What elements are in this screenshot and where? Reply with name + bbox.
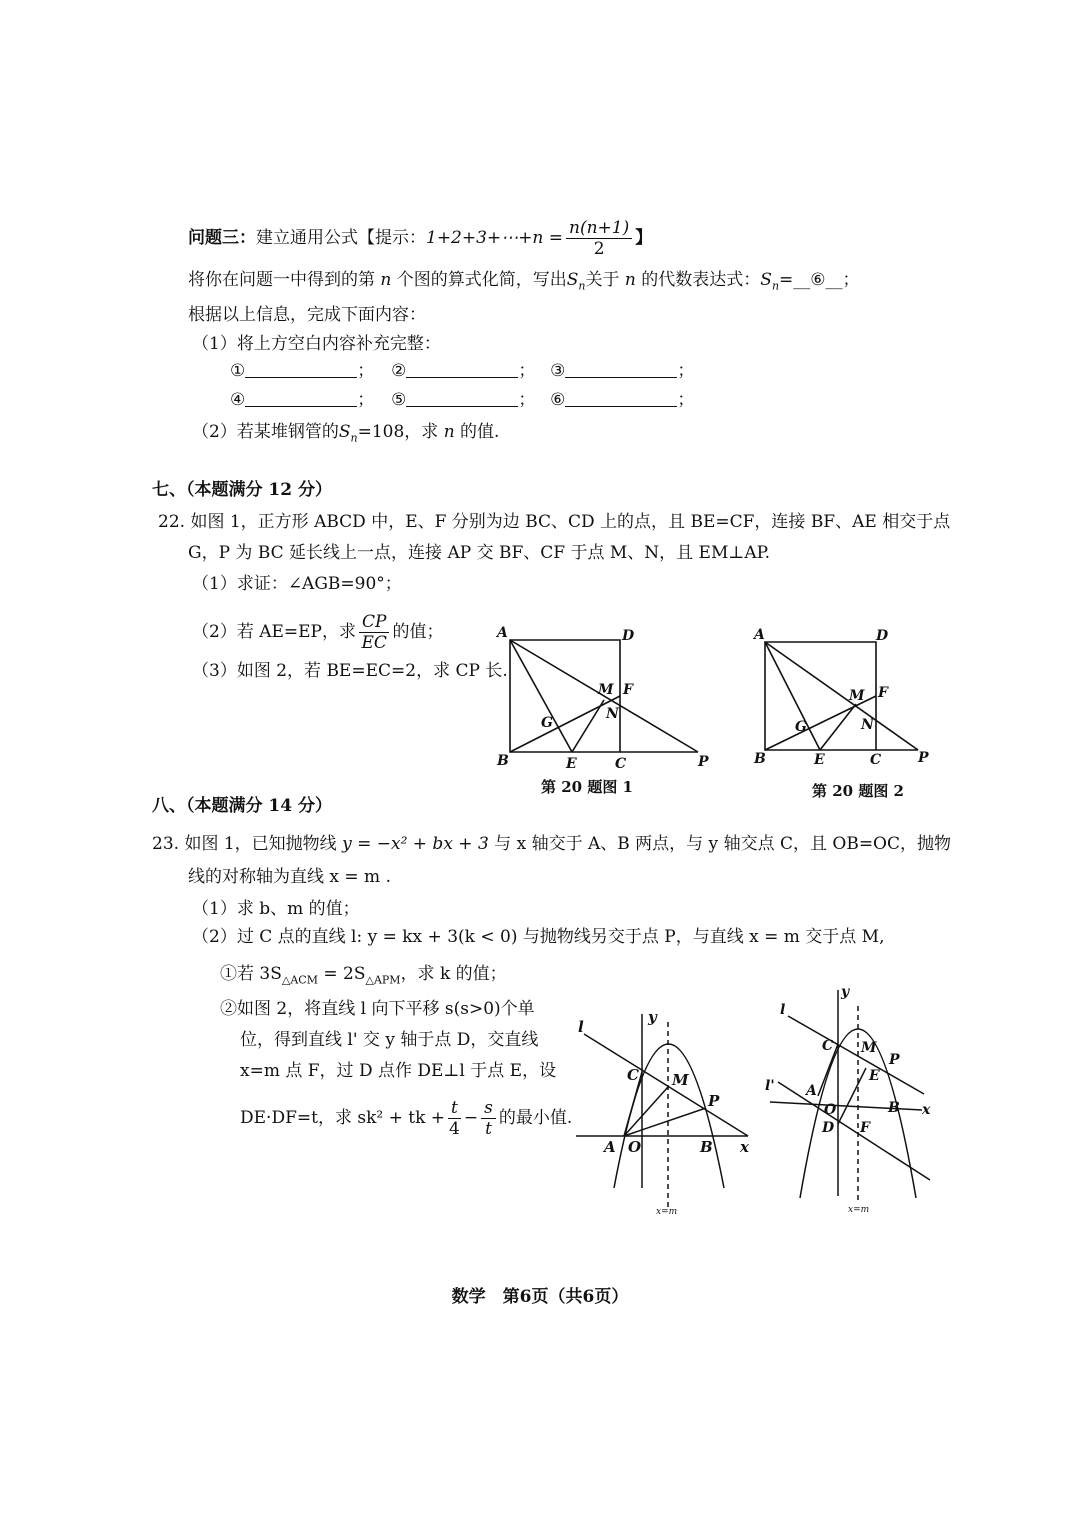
segment-bf-2 [765, 696, 876, 750]
label-N: N [606, 706, 619, 722]
label-P: P [698, 754, 709, 770]
blank-row-2: ④ ； ⑤ ； ⑥ ； [230, 390, 695, 410]
label-E-2: E [814, 752, 825, 768]
figure-20-1-caption: 第 20 题图 1 [541, 778, 633, 796]
label-F-2: F [878, 685, 888, 701]
label-E: E [566, 756, 577, 770]
blank-row-1: ① ； ② ； ③ ； [230, 361, 695, 381]
label-C: C [615, 756, 627, 770]
label-D: D [622, 628, 635, 644]
label-A-232: A [806, 1083, 817, 1099]
hint-sum: 1+2+3+⋯+n = [426, 228, 564, 248]
segment-de [838, 1068, 866, 1124]
t-over-4-fraction: $\frac{t}{4}$ [449, 1098, 460, 1139]
problem3-line2: 将你在问题一中得到的第 n 个图的算式化简，写出$S_n$关于 n 的代数表达式：$S_n=\_\_⑥\_\_$； [188, 270, 860, 293]
label-y-2: y [841, 984, 850, 1000]
q22-part3: （3）如图 2，若 BE=EC=2，求 CP 长. [192, 661, 508, 681]
figure-23-2 [762, 982, 942, 1218]
label-B-232: B [888, 1100, 900, 1116]
q22-part1: （1）求证：∠AGB=90°； [192, 574, 402, 594]
answer-blank-5[interactable] [406, 388, 518, 407]
label-E-232: E [869, 1068, 880, 1084]
label-xm: x=m [656, 1207, 678, 1217]
s-over-t-fraction: $\frac{s}{t}$ [481, 1098, 496, 1139]
label-D-2: D [876, 628, 889, 644]
label-O-2: O [824, 1102, 837, 1118]
line-l [584, 1034, 748, 1136]
q22-part2: （2）若 AE=EP，求 $\frac{CP}{EC}$ 的值； [192, 612, 444, 653]
figure-20-1 [490, 620, 720, 770]
answer-blank-2[interactable] [406, 359, 518, 378]
q23-sub2-line2: 位，得到直线 l' 交 y 轴于点 D，交直线 [240, 1030, 539, 1050]
label-G: G [541, 715, 553, 731]
segment-em [572, 700, 604, 752]
q22-line2: G，P 为 BC 延长线上一点，连接 AP 交 BF、CF 于点 M、N，且 EM⊥AP. [188, 543, 771, 563]
segment-ae [510, 640, 572, 752]
label-C-232: C [822, 1038, 834, 1054]
label-x-2: x [922, 1102, 931, 1118]
label-D-232: D [822, 1120, 835, 1136]
label-l: l [578, 1018, 584, 1036]
q23-line1: 23. 如图 1，已知抛物线 y = −x² + bx + 3 与 x 轴交于 A、B 两点，与 y 轴交点 C，且 OB=OC，抛物 [152, 834, 952, 854]
q23-sub2-line1: ②如图 2，将直线 l 向下平移 s(s>0)个单 [220, 999, 535, 1019]
label-B: B [497, 753, 509, 769]
q23-part2: （2）过 C 点的直线 l: y = kx + 3(k < 0) 与抛物线另交于点 P，与直线 x = m 交于点 M, [192, 927, 885, 947]
problem3-heading: 问题三：建立通用公式【提示：1+2+3+⋯+n = $\frac{n(n+1)}{2}$ 】 [188, 218, 653, 259]
page-footer: 数学 第6页（共6页） [451, 1287, 629, 1307]
q22-line1: 22. 如图 1，正方形 ABCD 中，E、F 分别为边 BC、CD 上的点，且 BE=CF，连接 BF、AE 相交于点 [158, 512, 951, 532]
figure-20-2 [748, 620, 938, 770]
label-G-2: G [795, 719, 807, 735]
label-y: y [648, 1008, 657, 1026]
label-A-23: A [604, 1138, 616, 1156]
blank-marker-6: ⑥ [810, 270, 826, 290]
section-7-heading: 七、（本题满分 12 分） [152, 480, 332, 500]
problem3-q2: （2）若某堆钢管的$S_n=108$，求 n 的值. [192, 422, 500, 445]
label-A: A [497, 625, 508, 641]
figure-23-1 [570, 1000, 760, 1218]
q23-part1: （1）求 b、m 的值； [192, 899, 360, 919]
label-F: F [623, 682, 633, 698]
q23-sub2-line4: DE·DF=t，求 sk² + tk + $\frac{t}{4}$ − $\frac{s}{t}$ 的最小值. [240, 1098, 573, 1139]
label-B-2: B [754, 751, 766, 767]
label-P-2: P [918, 750, 929, 766]
label-P-232: P [889, 1052, 900, 1068]
answer-blank-4[interactable] [245, 388, 357, 407]
label-xm-2: x=m [848, 1205, 870, 1215]
label-l-2: l [780, 1002, 786, 1018]
label-C-23: C [627, 1066, 639, 1084]
segment-bf [510, 696, 620, 752]
label-N-2: N [861, 717, 874, 733]
label-M-23: M [672, 1071, 689, 1089]
answer-blank-1[interactable] [245, 359, 357, 378]
q23-sub1: ①若 $3S_{\triangle ACM} = 2S_{\triangle APM}$，求 k 的值； [220, 964, 507, 987]
label-A-2: A [754, 627, 765, 643]
segment-em-2 [820, 704, 856, 750]
label-M-232: M [861, 1040, 877, 1056]
label-F-232: F [860, 1120, 870, 1136]
section-8-heading: 八、（本题满分 14 分） [152, 796, 332, 816]
segment-ap-2 [765, 642, 918, 750]
answer-blank-3[interactable] [565, 359, 677, 378]
label-x: x [740, 1138, 749, 1156]
segment-ae-2 [765, 642, 820, 750]
label-O: O [628, 1138, 642, 1156]
problem3-line3: 根据以上信息，完成下面内容： [188, 305, 426, 325]
figure-20-2-caption: 第 20 题图 2 [812, 782, 904, 800]
label-M-2: M [849, 688, 865, 704]
hint-fraction: $\frac{n(n+1)}{2}$ [566, 218, 632, 259]
problem3-q1: （1）将上方空白内容补充完整： [192, 334, 441, 354]
label-C-2: C [870, 752, 882, 768]
problem3-text: 建立通用公式【提示： [256, 228, 426, 248]
cp-over-ec-fraction: $\frac{CP}{EC}$ [359, 612, 389, 653]
problem3-label: 问题三： [188, 228, 256, 248]
label-l-prime: l' [765, 1078, 775, 1094]
label-M: M [598, 682, 614, 698]
q23-line2: 线的对称轴为直线 x = m . [188, 867, 391, 887]
label-B-23: B [700, 1138, 713, 1156]
label-P-23: P [708, 1092, 720, 1110]
q23-sub2-line3: x=m 点 F，过 D 点作 DE⊥l 于点 E，设 [240, 1061, 557, 1081]
answer-blank-6[interactable] [565, 388, 677, 407]
line-l-prime [778, 1082, 930, 1180]
